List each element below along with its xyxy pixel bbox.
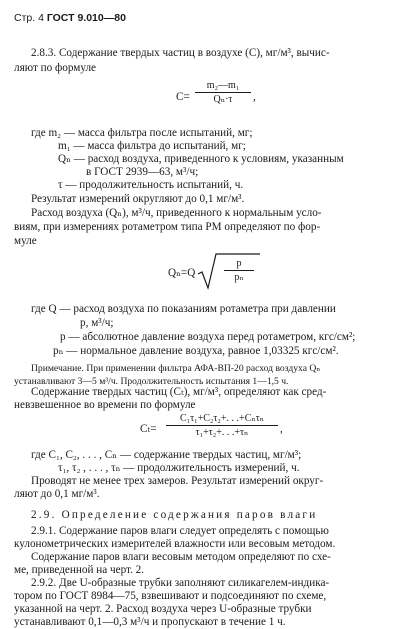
- formula-qn-radical: [198, 252, 262, 292]
- section-2-9-2-line1: 2.9.2. Две U-образные трубки заполняют силикагелем-индика-: [31, 577, 330, 589]
- section-2-9-title: 2.9. Определение содержания паров влаги: [31, 509, 318, 521]
- where-q-line2: p, м³/ч;: [80, 317, 114, 329]
- where-qn-cont: в ГОСТ 2939—63, м³/ч;: [86, 166, 199, 178]
- standard-code: ГОСТ 9.010—80: [46, 12, 126, 24]
- page-number: Стр. 4: [14, 12, 44, 24]
- formula-ct-denominator: τ₁+τ₂+. . .+τₙ: [195, 427, 249, 438]
- section-2-9-2-line3: указанной на черт. 2. Расход воздуха через U-образные трубки: [14, 603, 312, 615]
- page-header: [14, 12, 126, 24]
- where-qn: Qₙ — расход воздуха, приведенного к условиям, указанным: [58, 153, 344, 165]
- flow-text-line2: виям, при измерениях ротаметром типа РМ определяют по фор-: [14, 221, 321, 233]
- note-line2: устанавливают 3—5 м³/ч. Продолжительность испытания 1—1,5 ч.: [14, 376, 289, 387]
- flow-text-line3: муле: [14, 235, 37, 247]
- formula-qn-lhs: Qₙ=Q: [168, 267, 196, 279]
- where-m2: где m₂ — масса фильтра после испытаний, мг;: [31, 127, 253, 139]
- formula-ct-lhs: Cₜ=: [140, 423, 157, 435]
- formula-qn-fraction: [224, 258, 254, 283]
- formula-ct-numerator: C₁τ₁+C₂τ₂+. . .+Cₙτₙ: [166, 413, 278, 426]
- formula-c-numerator: m₂—m₁: [195, 80, 251, 93]
- formula-ct-fraction: [166, 413, 278, 438]
- formula-qn-numerator: p: [224, 258, 254, 271]
- where-tau: τ — продолжительность испытаний, ч.: [58, 179, 244, 191]
- result-rounding: Результат измерений округляют до 0,1 мг/м³.: [31, 193, 245, 205]
- formula-ct-tail: ,: [280, 423, 283, 435]
- section-2-9-2-line2: тором по ГОСТ 8984—75, взвешивают и подсоединяют по схеме,: [14, 590, 327, 602]
- section-2-9-2-line4: устанавливают 0,1—0,3 м³/ч и пропускают в течение 1 ч.: [14, 616, 286, 628]
- where-c-line4: ляют до 0,1 мг/м³.: [14, 488, 100, 500]
- formula-c-lhs: C=: [176, 91, 190, 103]
- formula-c-tail: ,: [253, 91, 256, 103]
- where-c-line3: Проводят не менее трех замеров. Результат измерений округ-: [31, 475, 324, 487]
- avg-text-line2: невзвешенное во времени по формуле: [14, 399, 196, 411]
- section-2-9-1-line1: 2.9.1. Содержание паров влаги следует определять с помощью: [31, 525, 329, 537]
- formula-c-fraction: [195, 80, 251, 105]
- flow-text-line1: Расход воздуха (Qₙ), м³/ч, приведенного к нормальным усло-: [31, 207, 322, 219]
- section-2-9-1-line4: ме, приведенной на черт. 2.: [14, 564, 145, 576]
- where-m1: m₁ — масса фильтра до испытаний, мг;: [58, 140, 246, 152]
- section-2-8-3-line2: ляют по формуле: [14, 62, 96, 74]
- where-c-line2: τ₁, τ₂ , . . . , τₙ — продолжительность измерений, ч.: [58, 462, 300, 474]
- section-2-8-3-line1: 2.8.3. Содержание твердых частиц в воздухе (C), мг/м³, вычис-: [31, 47, 330, 59]
- where-q-line1: где Q — расход воздуха по показаниям ротаметра при давлении: [31, 303, 336, 315]
- where-p: p — абсолютное давление воздуха перед ротаметром, кгс/см²;: [60, 331, 356, 343]
- avg-text-line1: Содержание твердых частиц (Cₜ), мг/м³, определяют как сред-: [31, 386, 327, 398]
- where-pn: pₙ — нормальное давление воздуха, равное 1,03325 кгс/см².: [53, 345, 339, 357]
- formula-qn-denominator: pₙ: [234, 272, 244, 283]
- section-2-9-1-line3: Содержание паров влаги весовым методом определяют по схе-: [31, 551, 331, 563]
- section-2-9-1-line2: кулонометрических измерителей влажности или весовым методом.: [14, 538, 336, 550]
- formula-c-denominator: Qₙ·τ: [213, 94, 233, 105]
- note-line1: Примечание. При применении фильтра АФА-ВП-20 расход воздуха Qₙ: [31, 363, 321, 374]
- where-c-line1: где C₁, C₂, . . . , Cₙ — содержание твердых частиц, мг/м³;: [31, 449, 302, 461]
